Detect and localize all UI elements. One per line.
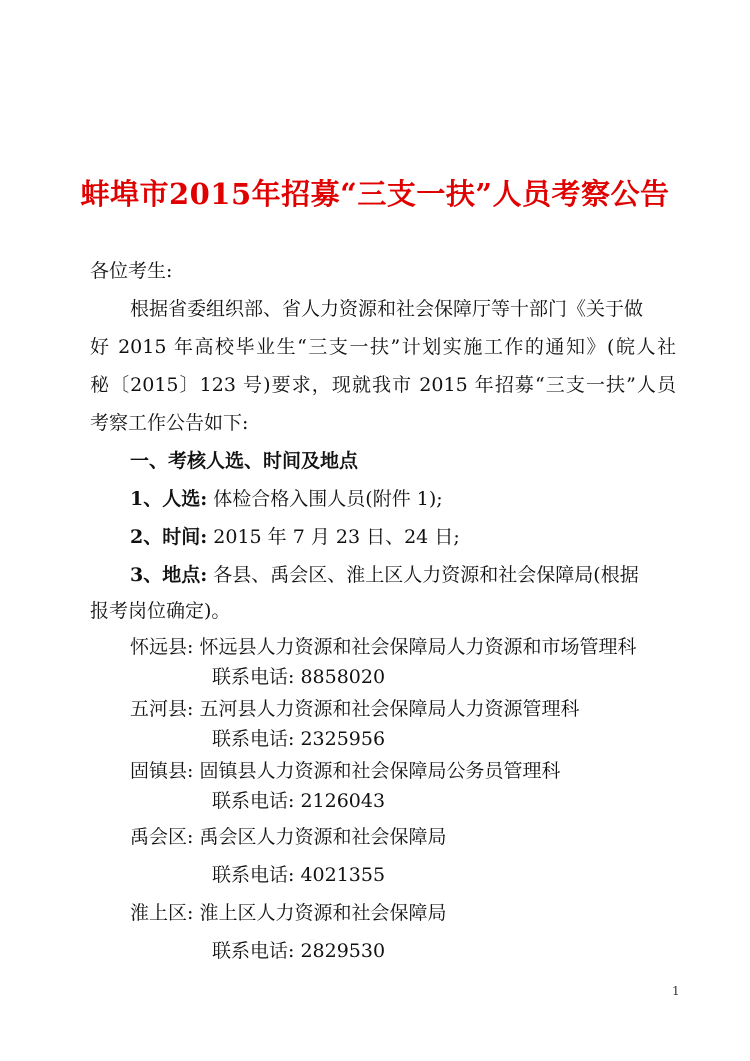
- intro-line-2: 好 2015 年高校毕业生“三支一扶”计划实施工作的通知》(皖人社: [90, 336, 676, 358]
- department-phone: [212, 788, 385, 814]
- phone-label: 联系电话:: [212, 728, 295, 750]
- intro-line-4: 考察工作公告如下:: [90, 412, 249, 434]
- department-area: 五河县:: [130, 698, 194, 720]
- intro-line-1: 根据省委组织部、省人力资源和社会保障厅等十部门《关于做: [130, 298, 644, 320]
- department-phone: [212, 862, 385, 888]
- phone-number: 2325956: [300, 728, 386, 750]
- department-office: 固镇县人力资源和社会保障局公务员管理科: [199, 760, 561, 782]
- place-line-cont: 报考岗位确定)。: [90, 600, 231, 622]
- place-line: [130, 562, 639, 588]
- department-row: [130, 696, 579, 722]
- phone-number: 2829530: [300, 940, 386, 962]
- phone-number: 4021355: [300, 864, 386, 886]
- candidates-line: [130, 486, 443, 512]
- department-office: 怀远县人力资源和社会保障局人力资源和市场管理科: [199, 636, 637, 658]
- department-office: 禹会区人力资源和社会保障局: [199, 826, 447, 848]
- phone-number: 8858020: [300, 666, 386, 688]
- phone-label: 联系电话:: [212, 790, 295, 812]
- time-text: 2015 年 7 月 23 日、24 日;: [213, 526, 460, 548]
- department-area: 怀远县:: [130, 636, 194, 658]
- place-text: 各县、禹会区、淮上区人力资源和社会保障局(根据: [213, 564, 639, 586]
- phone-label: 联系电话:: [212, 940, 295, 962]
- time-line: [130, 524, 460, 550]
- department-office: 五河县人力资源和社会保障局人力资源管理科: [199, 698, 580, 720]
- department-office: 淮上区人力资源和社会保障局: [199, 902, 447, 924]
- section-heading: 一、考核人选、时间及地点: [130, 450, 359, 472]
- candidates-label: 1、人选:: [130, 488, 208, 510]
- phone-label: 联系电话:: [212, 666, 295, 688]
- department-area: 固镇县:: [130, 760, 194, 782]
- department-area: 淮上区:: [130, 902, 194, 924]
- salutation: 各位考生:: [90, 260, 173, 282]
- phone-label: 联系电话:: [212, 864, 295, 886]
- department-phone: [212, 664, 385, 690]
- department-area: 禹会区:: [130, 826, 194, 848]
- department-phone: [212, 938, 385, 964]
- department-row: [130, 900, 446, 926]
- department-row: [130, 824, 446, 850]
- intro-line-3: 秘〔2015〕123 号)要求，现就我市 2015 年招募“三支一扶”人员: [90, 374, 676, 396]
- time-label: 2、时间:: [130, 526, 208, 548]
- page-number: 1: [672, 984, 680, 998]
- department-row: [130, 758, 560, 784]
- candidates-text: 体检合格入围人员(附件 1);: [213, 488, 443, 510]
- department-phone: [212, 726, 385, 752]
- page-title: 蚌埠市2015年招募“三支一扶”人员考察公告: [80, 177, 670, 211]
- phone-number: 2126043: [300, 790, 386, 812]
- place-label: 3、地点:: [130, 564, 208, 586]
- department-row: [130, 634, 636, 660]
